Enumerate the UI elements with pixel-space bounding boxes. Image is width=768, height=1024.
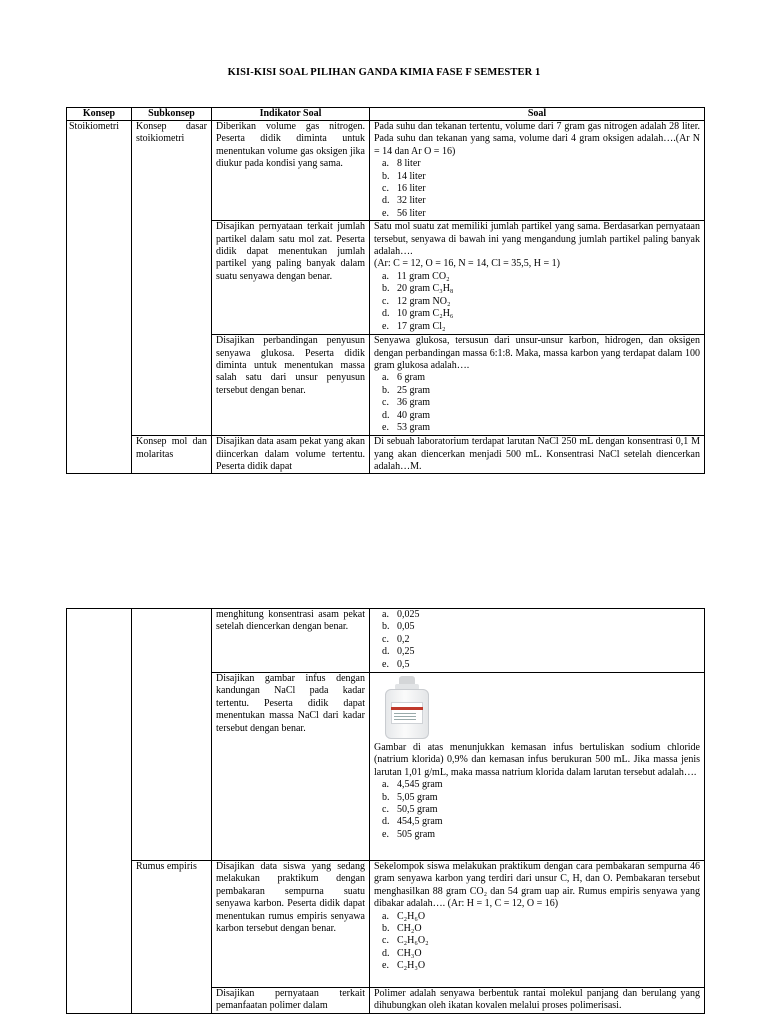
indikator-cell [212, 861, 370, 988]
option-item: a. 4,545 gram [382, 779, 443, 791]
option-item: e. 56 liter [382, 207, 426, 219]
option-item: b. CH₂O [382, 923, 422, 935]
option-item: b. 20 gram C₃H₈ [382, 283, 454, 295]
soal-cell [370, 221, 705, 335]
indikator-text: Disajikan gambar infus dengan kandungan NaCl pada kadar tertentu. Peserta didik dapat menentukan massa NaCl dari kadar tersebut dengan benar. [216, 673, 365, 734]
konsep-label: Stoikiometri [69, 121, 119, 132]
header-indikator: Indikator Soal [212, 108, 370, 121]
soal-cell [370, 673, 705, 861]
option-item: b. 14 liter [382, 170, 426, 182]
option-item: d. 454,5 gram [382, 816, 443, 828]
question-text: Gambar di atas menunjukkan kemasan infus bertuliskan sodium chloride (natrium klorida) 0,9% dan kemasan infus berukuran 500 mL. Jika massa jenis larutan 1,01 g/mL, maka massa natrium klorida dalam larutan tersebut adalah…. [374, 742, 700, 778]
option-item: a. C₂H₆O [382, 910, 426, 922]
option-item: e. 0,5 [382, 658, 410, 670]
option-list [374, 372, 700, 434]
option-item: e. 17 gram Cl₂ [382, 320, 446, 332]
indikator-text: Disajikan pernyataan terkait jumlah partikel dalam satu mol zat. Peserta didik dapat menentukan jumlah partikel yang paling banyak dalam suatu senyawa dengan benar. [216, 221, 365, 282]
option-item: c. C₂H₆O₂ [382, 935, 429, 947]
indikator-cell [212, 436, 370, 474]
subkonsep-label: Konsep dasar stoikiometri [136, 121, 207, 145]
subkonsep-cell [132, 861, 212, 1014]
indikator-text: Disajikan data siswa yang sedang melakukan praktikum dengan pembakaran sempurna suatu senyawa karbon. Peserta didik dapat menentukan rumus empiris senyawa karbon tersebut dengan benar. [216, 861, 365, 935]
indikator-cell [212, 221, 370, 335]
indikator-text: Disajikan data asam pekat yang akan diincerkan dalam volume tertentu. Peserta didik dapat [216, 436, 365, 473]
soal-cell [370, 436, 705, 474]
kisi-kisi-table-page1 [66, 107, 705, 474]
option-item: c. 0,2 [382, 633, 410, 645]
option-item: d. 0,25 [382, 646, 415, 658]
option-item: c. 12 gram NO₂ [382, 295, 451, 307]
option-item: b. 0,05 [382, 621, 415, 633]
indikator-cell [212, 988, 370, 1014]
soal-cell [370, 335, 705, 436]
soal-cell [370, 121, 705, 221]
subkonsep-label: Rumus empiris [136, 861, 197, 872]
kisi-kisi-table-page2 [66, 608, 705, 1014]
konsep-cell [67, 121, 132, 474]
question-text: Pada suhu dan tekanan tertentu, volume dari 7 gram gas nitrogen adalah 28 liter. Pada suhu dan tekanan yang sama, volume dari 4 gram oksigen adalah….(Ar N = 14 dan Ar O = 16) [374, 121, 700, 157]
subkonsep-cell [132, 121, 212, 436]
option-list [374, 158, 700, 220]
option-item: a. 0,025 [382, 609, 420, 620]
indikator-text: Disajikan pernyataan terkait pemanfaatan polimer dalam [216, 988, 365, 1012]
subkonsep-cell [132, 609, 212, 861]
option-item: a. 11 gram CO₂ [382, 270, 450, 282]
option-item: d. 10 gram C₂H₆ [382, 308, 454, 320]
konsep-cell [67, 609, 132, 1014]
indikator-text: menghitung konsentrasi asam pekat setelah diencerkan dengan benar. [216, 609, 365, 633]
subkonsep-cell [132, 436, 212, 474]
option-list [374, 911, 700, 973]
indikator-cell [212, 335, 370, 436]
option-item: d. CH₃O [382, 947, 422, 959]
indikator-text: Disajikan perbandingan penyusun senyawa glukosa. Peserta didik diminta untuk menentukan massa salah satu dari unsur penyusun tersebut dengan benar. [216, 335, 365, 396]
option-list [374, 609, 700, 671]
soal-cell [370, 609, 705, 673]
question-ar-values: (Ar: C = 12, O = 16, N = 14, Cl = 35,5, H = 1) [374, 258, 560, 270]
option-item: a. 8 liter [382, 158, 421, 170]
document-title: KISI-KISI SOAL PILIHAN GANDA KIMIA FASE F SEMESTER 1 [227, 67, 541, 78]
option-item: c. 16 liter [382, 183, 426, 195]
soal-cell [370, 988, 705, 1014]
option-item: a. 6 gram [382, 372, 426, 384]
subkonsep-label: Konsep mol dan molaritas [136, 436, 207, 460]
question-text: Di sebuah laboratorium terdapat larutan NaCl 250 mL dengan konsentrasi 0,1 M yang akan diencerkan menjadi 500 mL. Konsentrasi NaCl setelah diencerkan adalah…M. [374, 436, 700, 473]
option-item: d. 40 gram [382, 409, 431, 421]
option-item: e. 53 gram [382, 422, 431, 434]
option-item: e. 505 gram [382, 828, 436, 840]
option-item: d. 32 liter [382, 195, 426, 207]
indikator-cell [212, 673, 370, 861]
header-soal: Soal [370, 108, 705, 121]
header-konsep: Konsep [67, 108, 132, 121]
option-item: b. 25 gram [382, 384, 431, 396]
option-list [374, 779, 700, 841]
option-item: e. C₂H₃O [382, 960, 426, 972]
option-item: c. 36 gram [382, 397, 431, 409]
infusion-bag-image [383, 676, 431, 740]
question-text: Polimer adalah senyawa berbentuk rantai molekul panjang dan berulang yang dihubungkan oleh ikatan kovalen melalui proses polimerisasi. [374, 988, 700, 1012]
question-text: Satu mol suatu zat memiliki jumlah partikel yang sama. Berdasarkan pernyataan tersebut, senyawa di bawah ini yang mengandung jumlah partikel paling banyak adalah…. [374, 221, 700, 258]
indikator-cell [212, 609, 370, 673]
soal-cell [370, 861, 705, 988]
indikator-text: Diberikan volume gas nitrogen. Peserta didik diminta untuk menentukan volume gas oksigen jika diukur pada kondisi yang sama. [216, 121, 365, 170]
option-item: c. 50,5 gram [382, 804, 438, 816]
option-item: b. 5,05 gram [382, 791, 438, 803]
indikator-cell [212, 121, 370, 221]
option-list [374, 271, 700, 333]
question-text: Sekelompok siswa melakukan praktikum dengan cara pembakaran sempurna 46 gram senyawa karbon yang terdiri dari unsur C, H, dan O. Pembakaran tersebut menghasilkan 88 gram CO₂ dan 54 gram uap air. Rumus empiris senyawa yang dibakar adalah…. (Ar: H = 1, C = 12, O = 16) [374, 861, 700, 910]
header-subkonsep: Subkonsep [132, 108, 212, 121]
question-text: Senyawa glukosa, tersusun dari unsur-unsur karbon, hidrogen, dan oksigen dengan perbandingan massa 6:1:8. Maka, massa karbon yang terdapat dalam 100 gram glukosa adalah…. [374, 335, 700, 372]
